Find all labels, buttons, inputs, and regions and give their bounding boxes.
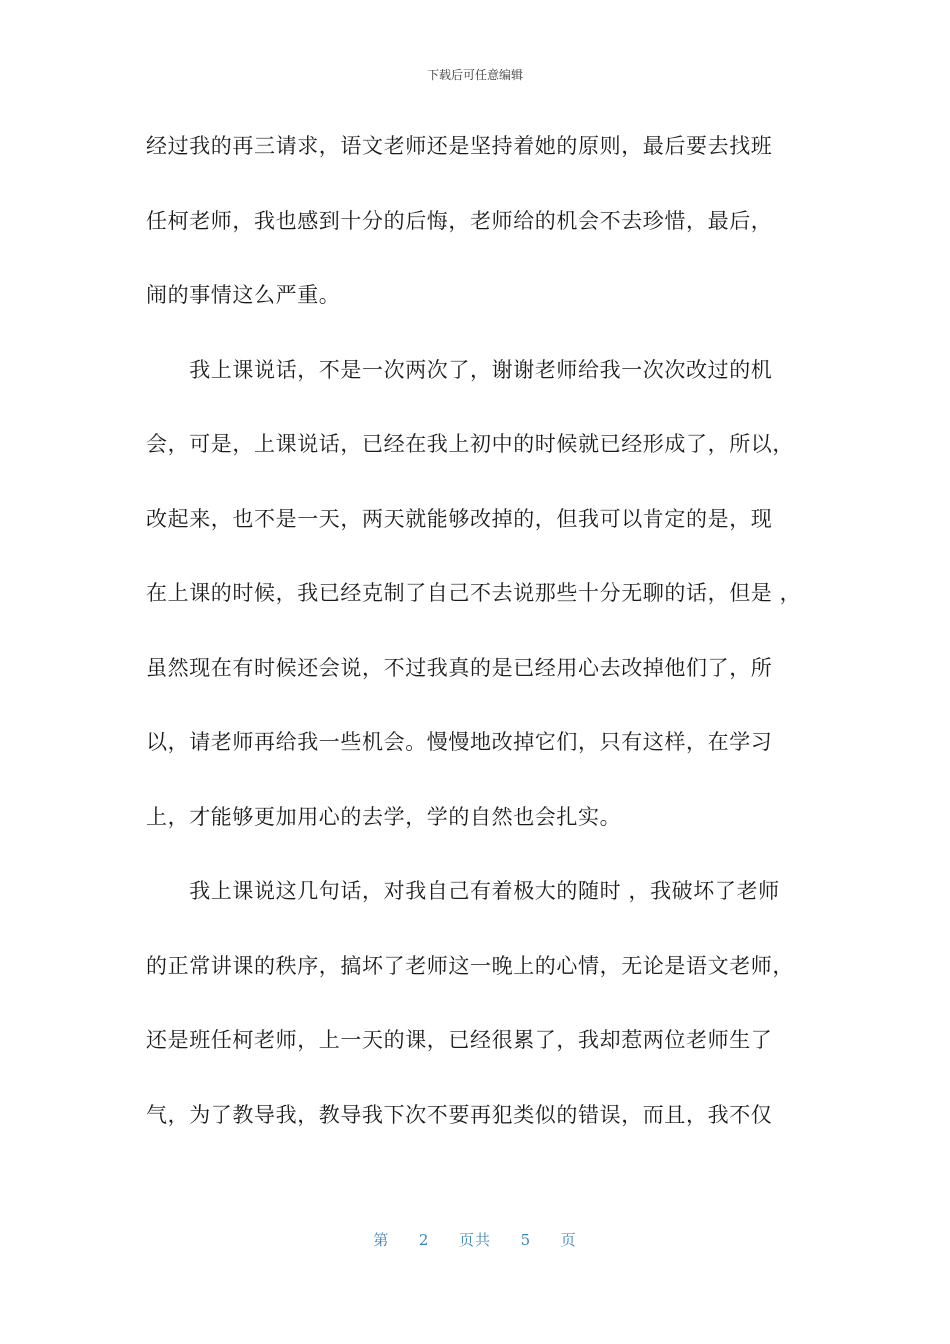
text-line: 闹的事情这么严重。 bbox=[146, 283, 341, 307]
text-line: 上，才能够更加用心的去学，学的自然也会扎实。 bbox=[146, 804, 622, 829]
page-header: 下载后可任意编辑 bbox=[426, 68, 523, 82]
text-line: 任柯老师，我也感到十分的后悔，老师给的机会不去珍惜，最后， bbox=[146, 208, 773, 233]
text-line: 经过我的再三请求，语文老师还是坚持着她的原则，最后要去找班 bbox=[146, 134, 773, 158]
text-line: 在上课的时候，我已经克制了自己不去说那些十分无聊的话，但是 ， bbox=[146, 581, 802, 605]
text-line: 虽然现在有时候还会说，不过我真的是已经用心去改掉他们了，所 bbox=[146, 655, 773, 680]
text-line: 改起来，也不是一天，两天就能够改掉的，但我可以肯定的是，现 bbox=[146, 506, 773, 531]
text-line: 的正常讲课的秩序，搞坏了老师这一晚上的心情，无论是语文老师， bbox=[146, 953, 794, 978]
document-body bbox=[146, 128, 816, 1171]
current-page-number: 2 bbox=[418, 1231, 430, 1249]
footer-middle: 页共 bbox=[458, 1231, 491, 1249]
text-line: 会，可是，上课说话，已经在我上初中的时候就已经形成了，所以， bbox=[146, 432, 794, 456]
total-page-number: 5 bbox=[520, 1231, 532, 1249]
text-line: 我上课说话，不是一次两次了，谢谢老师给我一次次改过的机 bbox=[146, 357, 773, 382]
page-footer bbox=[0, 1229, 950, 1250]
footer-suffix: 页 bbox=[560, 1231, 577, 1249]
text-line: 以，请老师再给我一些机会。慢慢地改掉它们，只有这样，在学习 bbox=[146, 730, 773, 754]
text-line: 还是班任柯老师，上一天的课，已经很累了，我却惹两位老师生了 bbox=[146, 1028, 773, 1052]
text-line: 我上课说这几句话，对我自己有着极大的随时 ，我破坏了老师 bbox=[146, 879, 780, 903]
text-line: 气，为了教导我，教导我下次不要再犯类似的错误，而且，我不仅 bbox=[146, 1102, 773, 1127]
footer-prefix: 第 bbox=[373, 1231, 390, 1249]
